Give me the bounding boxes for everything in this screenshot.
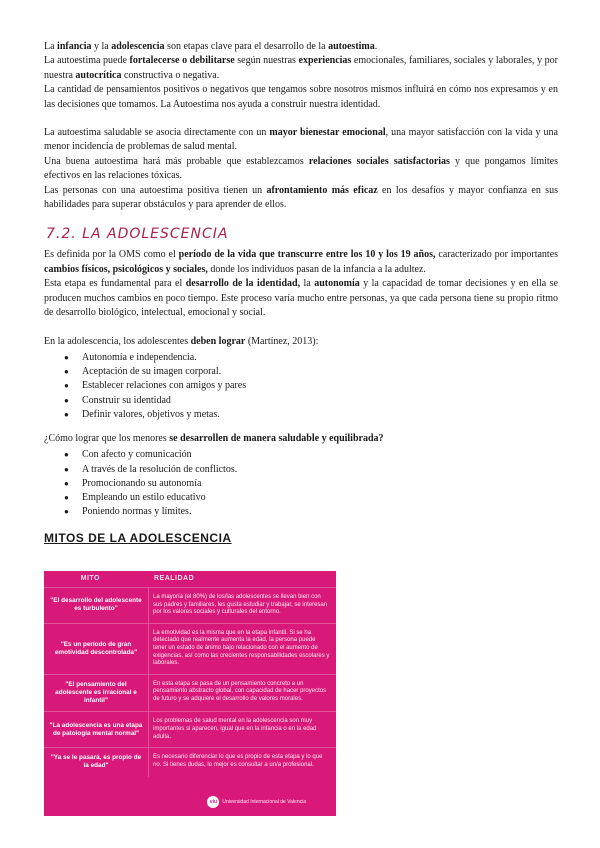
paragraph-strengthen: La autoestima puede fortalecerse o debilitarse según nuestras experiencias emocionales, familiares, sociales y laborales, y por nuestra autocrítica constructiva o negativa. (44, 55, 558, 81)
list-item: ● Construir su identidad (64, 394, 558, 408)
list-item: ● A través de la resolución de conflictos. (64, 463, 558, 477)
document-page (44, 40, 558, 549)
table-row (44, 711, 336, 747)
paragraph-identity: Esta etapa es fundamental para el desarrollo de la identidad, la autonomía y la capacidad de tomar decisiones y en ella se producen muchos cambios en poco tiempo. Este proceso varía mucho entre personas, ya que cada persona tiene su propio ritmo de desarrollo biológico, intelectual, emocional y social. (44, 278, 559, 319)
list-item: ● Promocionando su autonomía (64, 477, 558, 491)
list-item: ● Autonomía e independencia. (64, 351, 558, 365)
paragraph-definition: Es definida por la OMS como el período de la vida que transcurre entre los 10 y los 19 años, caracterizado por importantes cambios físicos, psicológicos y sociales, donde los individuos pasan de la infancia a la adultez. (44, 249, 559, 275)
list-item: ● Poniendo normas y límites. (64, 505, 558, 519)
myth-cell: "Ya se le pasará, es propio de la edad" (50, 754, 142, 770)
paragraph-question: ¿Cómo lograr que los menores se desarrollen de manera saludable y equilibrada? (44, 432, 384, 444)
university-logo (207, 796, 306, 808)
paragraph-wellbeing: La autoestima saludable se asocia directamente con un mayor bienestar emocional, una mayor satisfacción con la vida y una menor incidencia de problemas de salud mental. (44, 127, 558, 153)
goals-list (44, 351, 558, 422)
list-item: ● Establecer relaciones con amigos y pares (64, 379, 558, 393)
list-item: ● Empleando un estilo educativo (64, 491, 558, 505)
myths-infographic (44, 571, 336, 816)
reality-cell: En esta etapa se pasa de un pensamiento concreto a un pensamiento abstracto global, con capacidad de hacer proyectos de futuro y se adquiere el desarrollo de valores morales. (148, 675, 336, 712)
myth-cell: "La adolescencia es una etapa de patología mental normal" (49, 721, 143, 737)
myth-cell: "El pensamiento del adolescente es irracional e infantil" (55, 680, 137, 705)
myth-cell: "Es un período de gran emotividad descontrolada" (54, 640, 138, 656)
paragraph-goals-intro: En la adolescencia, los adolescentes deben lograr (Martínez, 2013): (44, 335, 319, 347)
table-row (44, 587, 336, 623)
paragraph-coping: Las personas con una autoestima positiva tienen un afrontamiento más eficaz en los desafíos y mayor confianza en sus habilidades para superar obstáculos y para aprender de ellos. (44, 184, 558, 211)
logo-caption: Universidad Internacional de Valencia (222, 799, 306, 805)
paragraph-thoughts: La cantidad de pensamientos positivos o negativos que tengamos sobre nosotros mismos influirá en cómo nos expresamos y en las decisiones que tomamos. La Autoestima nos ayuda a construir nuestra identidad. (44, 84, 558, 110)
table-row (44, 747, 336, 776)
section-heading: 7.2. LA ADOLESCENCIA (46, 226, 229, 243)
list-item: ● Definir valores, objetivos y metas. (64, 408, 558, 422)
myth-column-header: MITO (80, 575, 100, 582)
table-row (44, 623, 336, 674)
paragraph-relations: Una buena autoestima hará más probable que establezcamos relaciones sociales satisfactorias y que pongamos límites efectivos en las relaciones tóxicas. (44, 155, 558, 182)
list-item: ● Aceptación de su imagen corporal. (64, 365, 558, 379)
strategies-list (44, 448, 558, 519)
reality-cell: La emotividad es la misma que en la etapa infantil. Si se ha detectado que realmente aumenta la edad, la persona puede tener un estado de ánimo bajo relacionado con el aumento de exigencias, así como las crecientes responsabilidades escolares y laborales. (148, 624, 336, 674)
myths-title: MITOS DE LA ADOLESCENCIA (44, 531, 232, 546)
paragraph-intro: La infancia y la adolescencia son etapas clave para el desarrollo de la autoestima. (44, 41, 378, 52)
logo-mark-icon: viu (207, 796, 219, 808)
reality-column-header: REALIDAD (154, 575, 195, 582)
myths-table-header (44, 571, 336, 587)
table-row (44, 674, 336, 712)
reality-cell: La mayoría (el 80%) de los/las adolescentes se llevan bien con sus padres y familiares, les gusta estudiar y trabajar, se interesan por los valores sociales y culturales del entorno. (148, 588, 336, 623)
list-item: ● Con afecto y comunicación (64, 448, 558, 462)
reality-cell: Los problemas de salud mental en la adolescencia son muy importantes si aparecen, igual que en la infancia o en la edad adulta. (148, 712, 336, 747)
myth-cell: "El desarrollo del adolescente es turbulento" (50, 597, 142, 613)
reality-cell: Es necesario diferenciar lo que es propio de esta etapa y lo que no. Si tienes dudas, lo mejor es consultar a un/a profesional. (148, 748, 336, 776)
